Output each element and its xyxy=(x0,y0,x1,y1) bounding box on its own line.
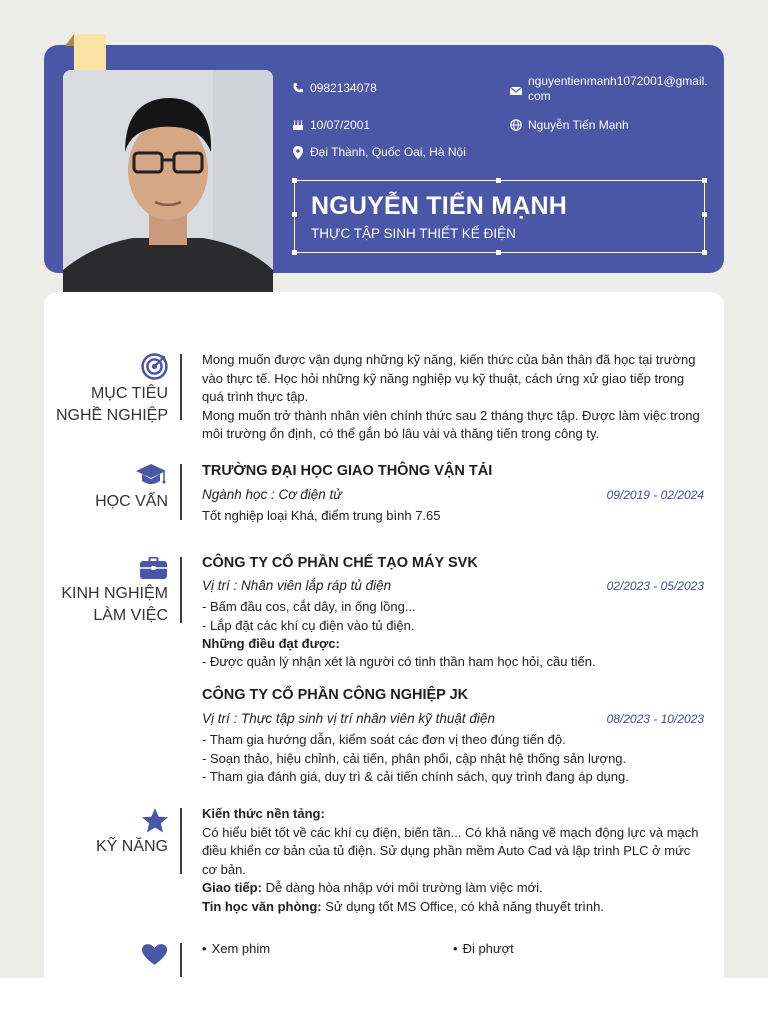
experience-label-line-1: KINH NGHIỆM xyxy=(61,585,168,602)
mail-icon xyxy=(510,85,522,97)
birthday-text: 10/07/2001 xyxy=(310,118,371,132)
address-text: Đại Thành, Quốc Oai, Hà Nội xyxy=(310,145,466,159)
achievements-title xyxy=(202,636,340,651)
hobby-item: • Đi phượt xyxy=(453,941,514,956)
skill-office-title: Tin học văn phòng: xyxy=(202,898,322,914)
section-divider xyxy=(180,557,182,623)
company-name: CÔNG TY CỔ PHẦN CHẾ TẠO MÁY SVK xyxy=(202,555,478,571)
skill-office-text: Sử dụng tốt MS Office, có khả năng thuyết trình. xyxy=(321,898,604,914)
job-duty: - Tham gia hướng dẫn, kiểm soát các đơn vị theo đúng tiến độ. xyxy=(202,732,566,747)
job-title: THỰC TẬP SINH THIẾT KẾ ĐIỆN xyxy=(311,226,516,241)
facebook-contact[interactable] xyxy=(510,118,629,133)
skills-label: KỸ NĂNG xyxy=(95,838,168,855)
profile-photo xyxy=(63,70,273,317)
section-divider xyxy=(180,354,182,420)
job-achievement: - Được quản lý nhận xét là người có tinh thần ham học hỏi, cầu tiến. xyxy=(202,654,596,669)
name-box xyxy=(294,180,705,253)
job-dates: 08/2023 - 10/2023 xyxy=(606,712,704,726)
skill-communication-text: Dễ dàng hòa nhập với môi trường làm việc mới. xyxy=(261,880,543,895)
education-major: Ngành học : Cơ điện tử xyxy=(202,487,342,502)
company-name: CÔNG TY CỔ PHẦN CÔNG NGHIỆP JK xyxy=(202,687,469,703)
facebook-text: Nguyễn Tiến Mạnh xyxy=(528,118,629,132)
birthday-contact xyxy=(292,118,370,133)
skill-foundation-text: Có hiểu biết tốt về các khí cụ điện, biến tần... Có khả năng vẽ mạch động lực và mạch điều khiển cơ bản của tủ điện. Sử dụng phần mềm Auto Cad và lập trình PLC ở mức cơ bản. xyxy=(202,824,699,877)
target-icon xyxy=(141,353,168,380)
job-duty: - Tham gia đánh giá, duy trì & cải tiến chính sách, quy trình đang áp dụng. xyxy=(202,769,629,784)
school-name: TRƯỜNG ĐẠI HỌC GIAO THÔNG VẬN TẢI xyxy=(202,463,493,479)
experience-label xyxy=(8,583,168,627)
heart-icon xyxy=(141,943,168,966)
skill-communication-title: Giao tiếp: xyxy=(202,880,262,895)
cake-icon xyxy=(292,119,304,131)
email-text xyxy=(528,74,708,104)
achievements-title-text: Những điều đạt được: xyxy=(202,636,340,651)
address-contact xyxy=(292,145,466,160)
phone-contact[interactable] xyxy=(292,81,377,96)
selection-handle xyxy=(292,212,297,217)
selection-handle xyxy=(292,178,297,183)
job-duty: - Soạn thảo, hiệu chỉnh, cải tiến, phân phối, cập nhật hệ thống sản lượng. xyxy=(202,751,627,766)
skill-foundation-title: Kiến thức nền tảng: xyxy=(202,806,325,821)
objective-text xyxy=(202,351,706,444)
selection-handle xyxy=(292,250,297,255)
objective-label-line-2: NGHỀ NGHIỆP xyxy=(55,407,168,424)
section-divider xyxy=(180,943,182,977)
phone-icon xyxy=(292,82,304,94)
globe-icon xyxy=(510,119,522,131)
experience-label-line-2: LÀM VIỆC xyxy=(93,607,168,624)
email-contact[interactable] xyxy=(510,74,708,104)
job-dates: 02/2023 - 05/2023 xyxy=(606,579,704,593)
objective-label-line-1: MỤC TIÊU xyxy=(90,385,168,402)
education-label: HỌC VẤN xyxy=(95,493,168,510)
objective-paragraph-1: Mong muốn được vận dụng những kỹ năng, kiến thức của bản thân đã học tại trường vào thực tế. Học hỏi những kỹ năng nghiệp vụ kỹ thuật, cách ứng xử giao tiếp trong quá trình thực tập. xyxy=(202,352,696,404)
selection-handle xyxy=(702,212,707,217)
section-divider xyxy=(180,464,182,520)
education-result: Tốt nghiệp loại Khá, điểm trung bình 7.65 xyxy=(202,508,441,523)
selection-handle xyxy=(702,178,707,183)
location-pin-icon xyxy=(292,146,304,158)
section-divider xyxy=(180,808,182,874)
objective-paragraph-2: Mong muốn trở thành nhân viên chính thức sau 2 tháng thực tập. Được làm việc trong môi trường ổn định, có thể gắn bó lâu vài và thăng tiến trong công ty. xyxy=(202,407,700,441)
email-line-2: com xyxy=(528,89,551,103)
objective-label xyxy=(8,383,168,427)
hobby-item: • Xem phim xyxy=(202,941,270,956)
selection-handle xyxy=(702,250,707,255)
skills-text xyxy=(202,805,706,916)
briefcase-icon xyxy=(139,557,168,580)
email-line-1: nguyentienmanh1072001@gmail. xyxy=(528,74,708,88)
education-dates: 09/2019 - 02/2024 xyxy=(606,488,704,502)
job-duty: - Bấm đầu cos, cắt dây, in ống lồng... xyxy=(202,599,416,614)
selection-handle xyxy=(496,178,501,183)
job-duty: - Lắp đặt các khí cụ điện vào tủ điện. xyxy=(202,618,415,633)
selection-handle xyxy=(496,250,501,255)
job-role: Vị trí : Nhân viên lắp ráp tủ điện xyxy=(202,578,392,593)
full-name: NGUYỄN TIẾN MẠNH xyxy=(311,192,567,220)
graduation-cap-icon xyxy=(135,462,167,488)
star-icon xyxy=(141,807,169,834)
job-role: Vị trí : Thực tập sinh vị trí nhân viên kỹ thuật điện xyxy=(202,711,495,726)
phone-text: 0982134078 xyxy=(310,81,377,95)
